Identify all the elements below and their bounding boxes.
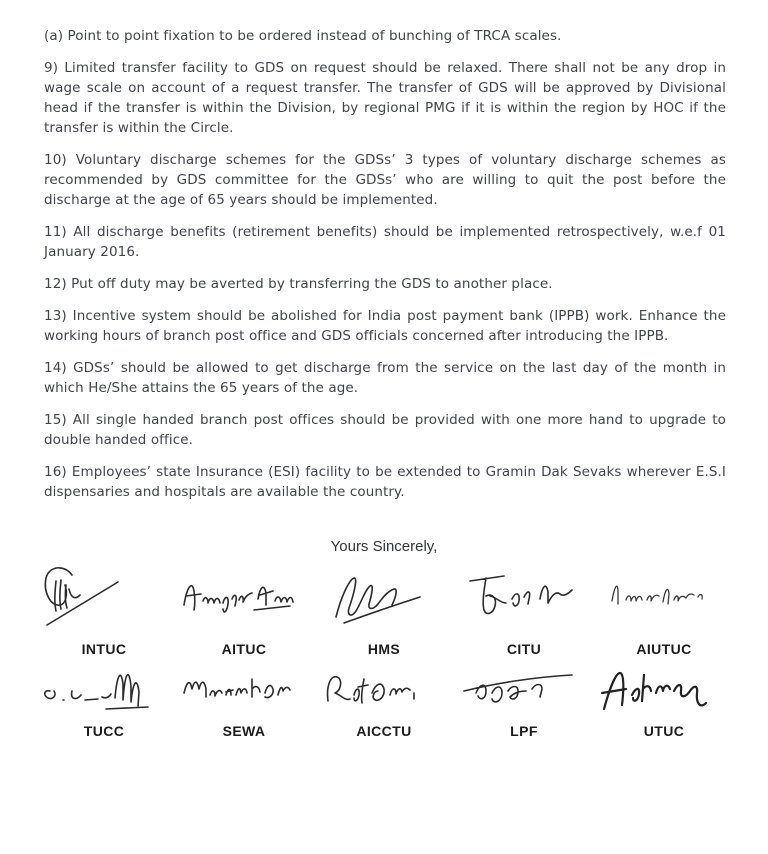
- signatory-label-utuc: UTUC: [643, 723, 685, 739]
- signatory-label-citu: CITU: [506, 641, 542, 657]
- signature-utuc-image: [594, 665, 734, 721]
- signatory-label-aituc: AITUC: [221, 641, 267, 657]
- signatory-label-aiutuc: AIUTUC: [636, 641, 692, 657]
- paragraph-demand-11: 11) All discharge benefits (retirement benefits) should be implemented retrospectively, w.e.f 01 January 2016.: [44, 224, 726, 260]
- signatory-label-hms: HMS: [367, 641, 401, 657]
- signature-citu-image: [454, 561, 594, 639]
- signatory-aicctu: [314, 665, 454, 739]
- closing-salutation: Yours Sincerely,: [330, 538, 438, 555]
- paragraph-demand-10: 10) Voluntary discharge schemes for the GDSs’ 3 types of voluntary discharge schemes as recommended by GDS committee for the GDSs’ who are willing to quit the post before the discharge at the age of 65 years should be implemented.: [44, 152, 726, 208]
- signatory-sewa: [174, 665, 314, 739]
- signature-row-1: [34, 561, 734, 657]
- signatory-lpf: [454, 665, 594, 739]
- signatory-label-sewa: SEWA: [222, 723, 266, 739]
- signatory-label-aicctu: AICCTU: [356, 723, 412, 739]
- paragraph-point-a: (a) Point to point fixation to be ordered instead of bunching of TRCA scales.: [44, 28, 562, 44]
- signatory-citu: [454, 561, 594, 657]
- signatory-tucc: [34, 665, 174, 739]
- signatory-label-lpf: LPF: [510, 723, 538, 739]
- signature-tucc-image: [34, 665, 174, 721]
- signature-row-2: [34, 665, 734, 739]
- signature-aicctu-image: [314, 665, 454, 721]
- paragraph-demand-13: 13) Incentive system should be abolished for India post payment bank (IPPB) work. Enhance the working hours of branch post office and GDS officials concerned after introducing the IPPB.: [44, 308, 726, 344]
- paragraph-demand-16: 16) Employees’ state Insurance (ESI) facility to be extended to Gramin Dak Sevaks wherever E.S.I dispensaries and hospitals are available the country.: [44, 464, 726, 500]
- signature-hms-image: [314, 561, 454, 639]
- signatory-aiutuc: [594, 561, 734, 657]
- signature-lpf-image: [454, 665, 594, 721]
- paragraph-demand-9: 9) Limited transfer facility to GDS on request should be relaxed. There shall not be any drop in wage scale on account of a request transfer. The transfer of GDS will be approved by Divisional head if the transfer is within the Division, by regional PMG if it is within the region by HOC if the transfer is within the Circle.: [44, 60, 726, 136]
- paragraph-demand-15: 15) All single handed branch post offices should be provided with one more hand to upgrade to double handed office.: [44, 412, 726, 448]
- signatory-intuc: [34, 561, 174, 657]
- signature-sewa-image: [174, 665, 314, 721]
- paragraph-demand-12: 12) Put off duty may be averted by transferring the GDS to another place.: [44, 276, 553, 292]
- signature-aituc-image: [174, 561, 314, 639]
- signature-aiutuc-image: [594, 561, 734, 639]
- signatory-label-tucc: TUCC: [83, 723, 125, 739]
- signatory-label-intuc: INTUC: [81, 641, 127, 657]
- signatory-aituc: [174, 561, 314, 657]
- signatory-hms: [314, 561, 454, 657]
- signatory-utuc: [594, 665, 734, 739]
- paragraph-demand-14: 14) GDSs’ should be allowed to get discharge from the service on the last day of the month in which He/She attains the 65 years of the age.: [44, 360, 726, 396]
- signature-intuc-image: [34, 561, 174, 639]
